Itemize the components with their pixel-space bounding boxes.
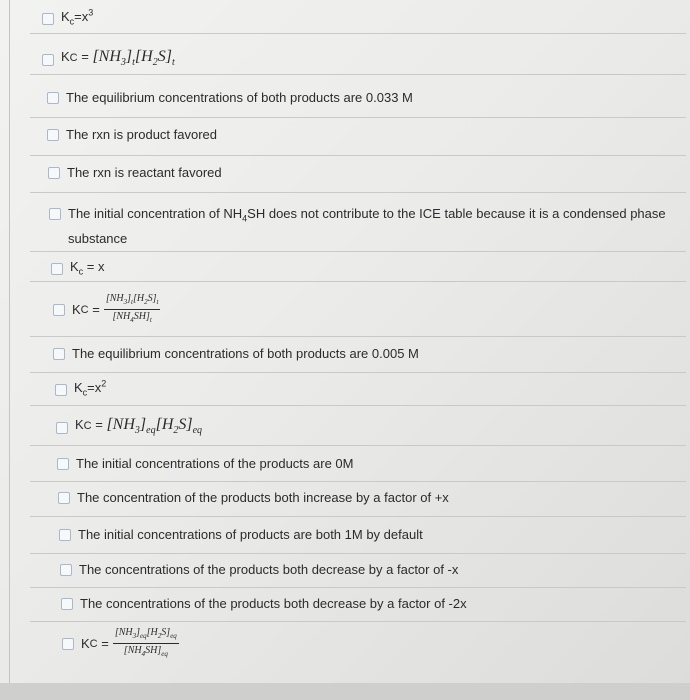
checkbox[interactable] [47, 92, 59, 104]
option-decrease-x[interactable] [60, 561, 458, 579]
option-initial-0m[interactable] [57, 455, 353, 473]
checkbox[interactable] [61, 598, 73, 610]
option-label: The initial concentrations of the products are 0M [76, 456, 354, 471]
checkbox[interactable] [57, 458, 69, 470]
option-label: KC = $[NH_3]_{eq}[H_2S]_{eq}$ [75, 416, 203, 437]
checkbox[interactable] [42, 13, 54, 25]
divider [30, 192, 686, 193]
option-kc-x[interactable] [51, 258, 105, 281]
option-label: The initial concentrations of products are both 1M by default [78, 527, 423, 542]
divider [30, 553, 686, 554]
checkbox[interactable] [56, 422, 68, 434]
option-label: $K_c=x^3$ [61, 7, 94, 27]
option-reactant-favored[interactable] [48, 164, 222, 182]
page-bottom-edge [0, 683, 690, 700]
option-kc-x3[interactable] [42, 8, 93, 31]
divider [30, 405, 686, 406]
checkbox[interactable] [58, 492, 70, 504]
option-increase-x[interactable] [58, 489, 449, 507]
divider [30, 445, 686, 446]
checkbox[interactable] [53, 348, 65, 360]
divider [30, 33, 686, 34]
divider [30, 516, 686, 517]
divider [30, 336, 686, 337]
kc-fraction: $\frac{[NH_3]_{eq}[H_2S]_{eq}}{[NH_4SH]_{eq}}$ [114, 627, 177, 658]
option-kc-x2[interactable] [55, 379, 106, 402]
option-label: The rxn is product favored [66, 127, 218, 142]
divider [30, 372, 686, 373]
option-decrease-2x[interactable] [61, 595, 467, 613]
kc-fraction: $\frac{[NH_3]_t[H_2S]_t}{[NH_4SH]_t}$ [105, 293, 159, 324]
divider [30, 481, 686, 482]
left-border [9, 0, 10, 700]
checkbox[interactable] [60, 564, 72, 576]
option-eq-033[interactable] [47, 89, 413, 107]
divider [30, 621, 686, 622]
option-kc-products-eq[interactable] [56, 416, 202, 440]
divider [30, 281, 686, 282]
divider [30, 117, 686, 118]
divider [30, 74, 686, 75]
option-label: $K_c = x$ [70, 259, 105, 277]
option-kc-fraction-t[interactable] [53, 293, 160, 326]
option-label: The initial concentration of $NH_4SH$ does not contribute to the ICE table because it is a condensed phase substance [68, 206, 666, 246]
option-label: $K_c=x^2$ [74, 378, 107, 398]
option-nh4sh-condensed[interactable] [49, 204, 674, 249]
option-label: The concentration of the products both increase by a factor of +x [77, 490, 449, 505]
option-label: The equilibrium concentrations of both products are 0.033 M [66, 90, 413, 105]
checkbox[interactable] [48, 167, 60, 179]
option-kc-fraction-eq[interactable] [62, 627, 179, 660]
checkbox[interactable] [62, 638, 74, 650]
option-product-favored[interactable] [47, 126, 217, 144]
checkbox[interactable] [49, 208, 61, 220]
option-label: KC = $[NH_3]_t[H_2S]_t$ [61, 48, 175, 69]
option-kc-products-t[interactable] [42, 48, 175, 72]
checkbox[interactable] [51, 263, 63, 275]
divider [30, 587, 686, 588]
option-label: The rxn is reactant favored [67, 165, 222, 180]
option-eq-005[interactable] [53, 345, 419, 363]
checkbox[interactable] [42, 54, 54, 66]
checkbox[interactable] [47, 129, 59, 141]
option-label: The concentrations of the products both decrease by a factor of -2x [80, 596, 467, 611]
option-label: The equilibrium concentrations of both products are 0.005 M [72, 346, 419, 361]
divider [30, 251, 686, 252]
checkbox[interactable] [55, 384, 67, 396]
checkbox[interactable] [59, 529, 71, 541]
option-label: K C = $\frac{[NH_3]_{eq}[H_2S]_{eq}}{[NH_4SH]_{eq}}$ [81, 627, 177, 658]
option-initial-1m[interactable] [59, 526, 423, 544]
divider [30, 155, 686, 156]
option-label: The concentrations of the products both decrease by a factor of -x [79, 562, 459, 577]
option-label: K C = $\frac{[NH_3]_t[H_2S]_t}{[NH_4SH]_t}$ [72, 293, 159, 324]
checkbox[interactable] [53, 304, 65, 316]
